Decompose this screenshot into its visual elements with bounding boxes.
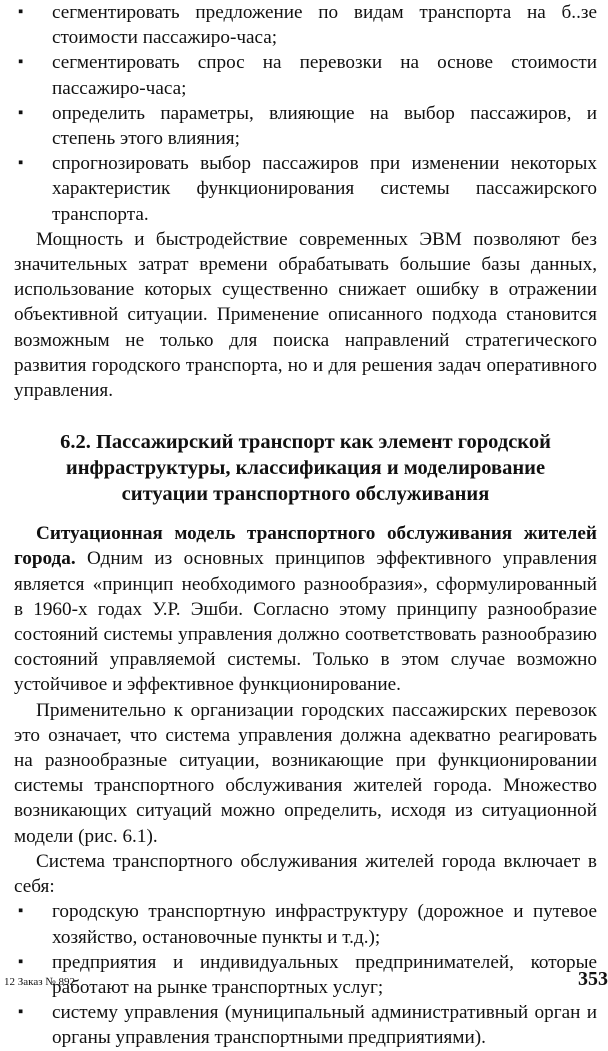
list-item: [14, 101, 597, 151]
list-item-text: городскую транспортную инфраструктуру (дорожное и путевое хозяйство, остановочные пункты и т.д.);: [52, 901, 597, 948]
list-item-text: сегментировать спрос на перевозки на основе стоимости пассажиро-часа;: [52, 52, 597, 99]
bullet-icon: ▪: [18, 953, 24, 970]
bullet-icon: ▪: [18, 1004, 24, 1021]
paragraph-application: Применительно к организации городских пассажирских перевозок это означает, что система управления должна адекватно реагировать на разнообразные ситуации, возникающие при функционировании системы транспортного обслуживания жителей города. Множество возникающих ситуаций можно определить, исходя из ситуационной модели (рис. 6.1).: [14, 699, 597, 847]
spacer: [14, 403, 597, 429]
bottom-bullet-list: [14, 899, 597, 1050]
paragraph-computing-power: Мощность и быстродействие современных ЭВМ позволяют без значительных затрат времени обрабатывать большие базы данных, использование которых существенно снижает ошибку в отражении объективной ситуации. Применение описанного подхода становится возможным не только для поиска направлений стратегического развития городского транспорта, но и для решения задач оперативного управления.: [14, 228, 597, 402]
bullet-icon: ▪: [18, 155, 24, 172]
paragraph-system-includes: Система транспортного обслуживания жителей города включает в себя:: [14, 850, 597, 898]
top-bullet-list: [14, 0, 597, 227]
paragraph-situational-model: [14, 521, 597, 697]
paragraph-run-in-heading: Ситуационная модель транспортного обслуживания жителей города.: [14, 523, 597, 570]
paragraph-body: Одним из основных принципов эффективного управления является «принцип необходимого разнообразия», сформулированный в 1960-х годах У.Р. Эшби. Согласно этому принципу разнообразие состояний системы управления должно соответствовать разнообразию состояний управляемой системы. Только в этом случае возможно устойчивое и эффективное функционирование.: [14, 548, 597, 696]
print-order-note: 12 Заказ № 892: [4, 976, 76, 988]
list-item-text: сегментировать предложение по видам транспорта на б..зе стоимости пассажиро-часа;: [52, 2, 597, 49]
list-item: [14, 151, 597, 227]
bullet-icon: ▪: [18, 104, 24, 121]
list-item: [14, 950, 597, 1000]
list-item-text: систему управления (муниципальный административный орган и органы управления транспортными предприятиями).: [52, 1002, 597, 1049]
list-item-text: определить параметры, влияющие на выбор пассажиров, и степень этого влияния;: [52, 102, 597, 150]
section-heading: 6.2. Пассажирский транспорт как элемент городской инфраструктуры, классификация и моделирование ситуации транспортного обслуживания: [60, 431, 551, 506]
page-number: 353: [578, 968, 608, 990]
list-item-text: спрогнозировать выбор пассажиров при изменении некоторых характеристик функционирования системы пассажирского транспорта.: [52, 153, 597, 225]
list-item: [14, 0, 597, 50]
bullet-icon: ▪: [18, 903, 24, 920]
list-item: [14, 899, 597, 949]
document-page: [14, 0, 597, 1049]
list-item: [14, 50, 597, 100]
bullet-icon: ▪: [18, 54, 24, 71]
list-item: [14, 1000, 597, 1050]
list-item-text: предприятия и индивидуальных предпринимателей, которые работают на рынке транспортных услуг;: [52, 951, 597, 998]
bullet-icon: ▪: [18, 4, 24, 20]
spacer: [14, 507, 597, 521]
